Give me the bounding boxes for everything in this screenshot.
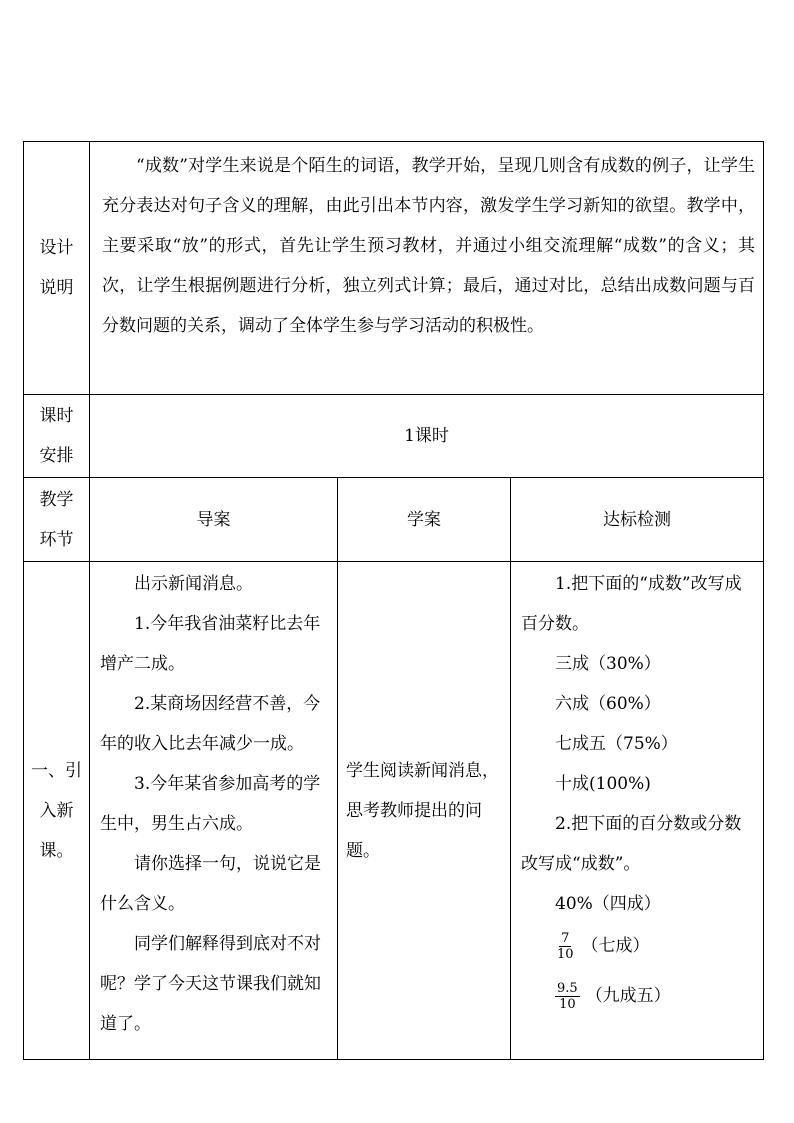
fraction-2-answer: （九成五）: [585, 986, 671, 1006]
fraction-2: [555, 981, 580, 1012]
design-label-cell: [24, 142, 90, 395]
schedule-value: 1课时: [404, 426, 449, 446]
check-answer-b1: 40%（四成）: [555, 894, 661, 914]
design-row: [24, 142, 764, 395]
guide-paragraph-3: 2.某商场因经营不善，今年的收入比去年减少一成。: [100, 694, 321, 754]
study-header: 学案: [338, 478, 511, 562]
section1-study-cell: [338, 562, 511, 1060]
design-label-line2: 说明: [39, 278, 74, 298]
section1-row: [24, 562, 764, 1060]
schedule-label-cell: [24, 395, 90, 478]
stage-header-line1: 教学: [39, 489, 74, 510]
guide-paragraph-6: 同学们解释得到底对不对呢？学了今天这节课我们就知道了。: [100, 934, 321, 1034]
guide-paragraph-5: 请你选择一句，说说它是什么含义。: [100, 854, 321, 914]
design-text: “成数”对学生来说是个陌生的词语，教学开始，呈现几则含有成数的例子，让学生充分表达对句子含义的理解，由此引出本节内容，激发学生学习新知的欲望。教学中，主要采取“放”的形式，首先让学生预习教材，并通过小组交流理解“成数”的含义；其次，让学生根据例题进行分析，独立列式计算；最后，通过对比，总结出成数问题与百分数问题的关系，调动了全体学生参与学习活动的积极性。: [102, 156, 756, 336]
section1-stage-line3: 课。: [39, 840, 74, 861]
section1-stage-line1: 一、引: [31, 760, 82, 781]
fraction-1-answer: （七成）: [581, 936, 650, 956]
lesson-plan-table: [23, 141, 764, 1060]
fraction-2-denominator: 10: [559, 996, 576, 1012]
check-answer-4: 十成(100%): [555, 774, 651, 794]
check-question-2: 2.把下面的百分数或分数改写成“成数”。: [521, 814, 742, 874]
stage-header-line2: 环节: [39, 529, 74, 550]
check-answer-3: 七成五（75%）: [555, 734, 678, 754]
guide-paragraph-1: 出示新闻消息。: [134, 574, 253, 594]
section1-check-cell: [511, 562, 764, 1060]
fraction-1: [555, 931, 576, 962]
schedule-label-line1: 课时: [39, 406, 74, 426]
check-question-1: 1.把下面的“成数”改写成百分数。: [521, 574, 742, 634]
guide-paragraph-2: 1.今年我省油菜籽比去年增产二成。: [100, 614, 321, 674]
guide-header: 导案: [90, 478, 338, 562]
stage-header-cell: [24, 478, 90, 562]
check-answer-2: 六成（60%）: [555, 694, 661, 714]
section1-stage-cell: [24, 562, 90, 1060]
design-text-cell: [90, 142, 764, 395]
fraction-2-numerator: 9.5: [557, 980, 578, 996]
fraction-1-denominator: 10: [557, 946, 574, 962]
fraction-item-1: [521, 924, 757, 968]
study-text: 学生阅读新闻消息，思考教师提出的问题。: [346, 760, 499, 861]
fraction-1-numerator: 7: [561, 930, 570, 946]
check-header: 达标检测: [511, 478, 764, 562]
section1-guide-cell: [90, 562, 338, 1060]
schedule-value-cell: [90, 395, 764, 478]
schedule-label-line2: 安排: [39, 446, 74, 466]
design-label-line1: 设计: [39, 238, 74, 258]
guide-paragraph-4: 3.今年某省参加高考的学生中，男生占六成。: [100, 774, 321, 834]
check-answer-1: 三成（30%）: [555, 654, 661, 674]
fraction-item-2: [521, 968, 757, 1024]
schedule-row: [24, 395, 764, 478]
header-row: [24, 478, 764, 562]
section1-stage-line2: 入新: [39, 800, 74, 821]
